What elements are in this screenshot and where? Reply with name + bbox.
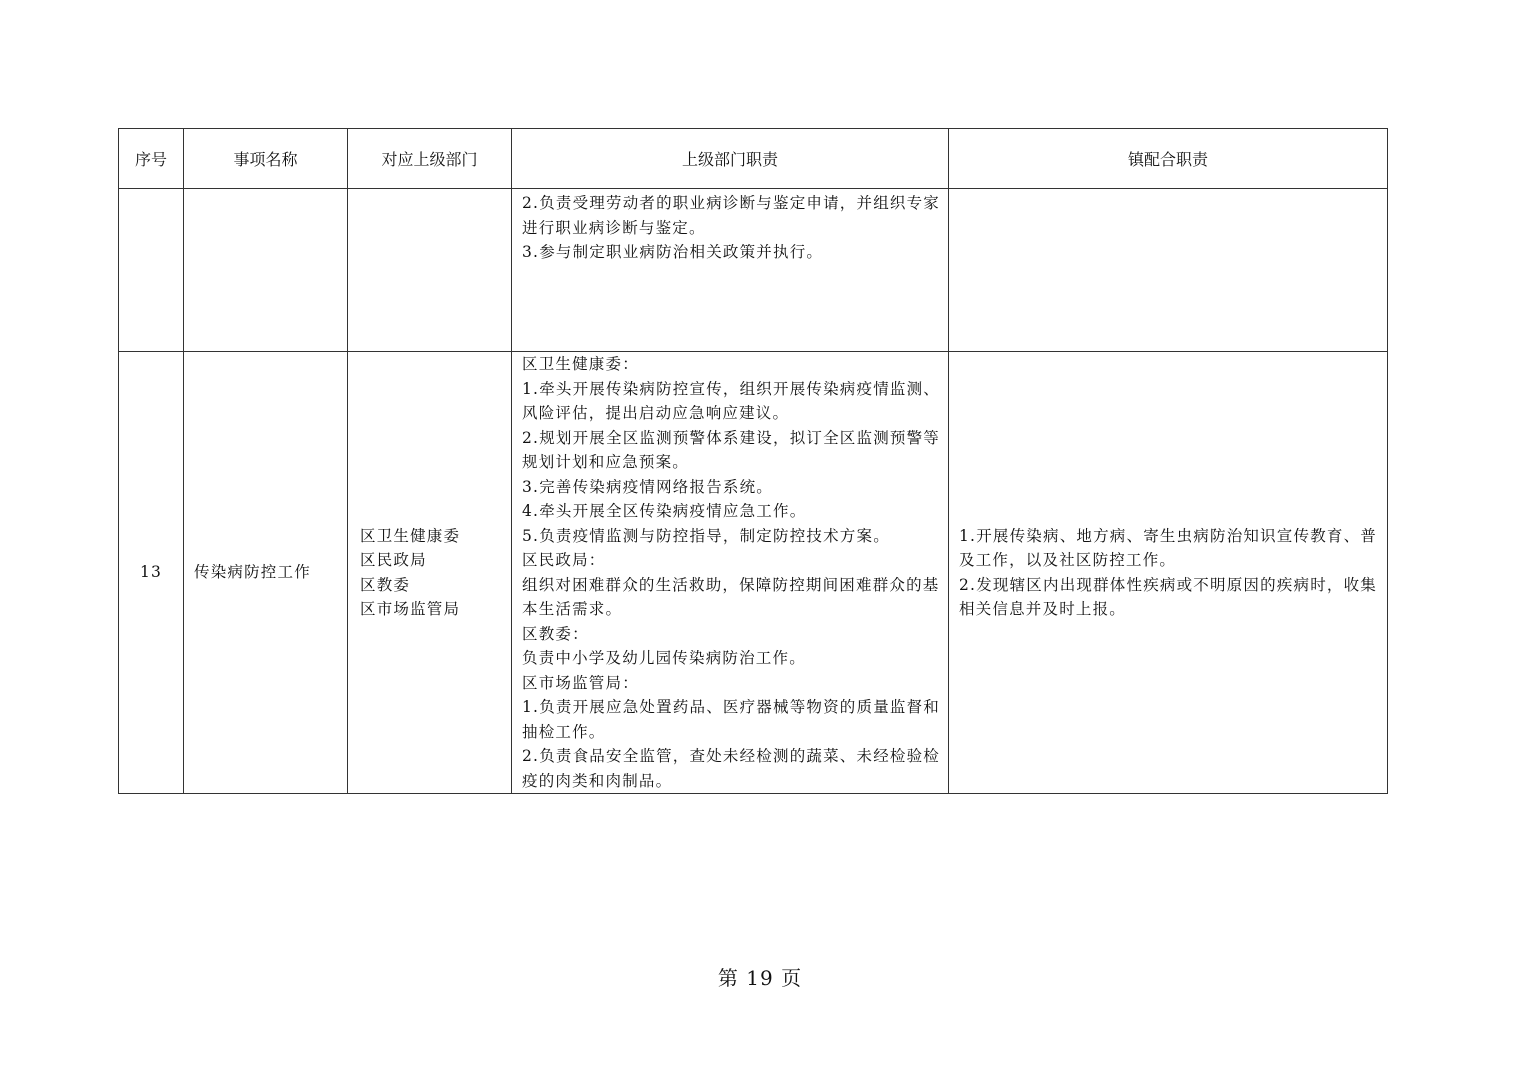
row-town-duty-cell: [949, 189, 1388, 352]
row-index-cell: [119, 189, 184, 352]
header-index: 序号: [119, 129, 184, 189]
duty-table: [118, 128, 1388, 794]
row-upper-duty-cell: [512, 189, 949, 352]
row-dept: 区卫生健康委 区民政局 区教委 区市场监管局: [360, 526, 461, 618]
row-name-cell: [184, 352, 348, 794]
row-index-cell: [119, 352, 184, 794]
table-row: [119, 189, 1388, 352]
header-upper-duty: 上级部门职责: [512, 129, 949, 189]
header-dept: 对应上级部门: [348, 129, 512, 189]
table-row: [119, 352, 1388, 794]
page-number: 第 19 页: [717, 966, 803, 990]
header-name: 事项名称: [184, 129, 348, 189]
row-upper-duty: 2.负责受理劳动者的职业病诊断与鉴定申请，并组织专家进行职业病诊断与鉴定。 3.参与制定职业病防治相关政策并执行。: [522, 194, 940, 261]
row-town-duty-cell: [949, 352, 1388, 794]
row-upper-duty: 区卫生健康委： 1.牵头开展传染病防控宣传，组织开展传染病疫情监测、风险评估，提出启动应急响应建议。 2.规划开展全区监测预警体系建设，拟订全区监测预警等规划计划和应急预案。 3.完善传染病疫情网络报告系统。 4.牵头开展全区传染病疫情应急工作。 5.负责疫情监测与防控指导，制定防控技术方案。 区民政局： 组织对困难群众的生活救助，保障防控期间困难群众的基本生活需求。 区教委： 负责中小学及幼儿园传染病防治工作。 区市场监管局： 1.负责开展应急处置药品、医疗器械等物资的质量监督和抽检工作。 2.负责食品安全监管，查处未经检测的蔬菜、未经检验检疫的肉类和肉制品。: [522, 355, 940, 790]
row-town-duty: 1.开展传染病、地方病、寄生虫病防治知识宣传教育、普及工作，以及社区防控工作。 2.发现辖区内出现群体性疾病或不明原因的疾病时，收集相关信息并及时上报。: [959, 526, 1377, 618]
row-dept-cell: [348, 352, 512, 794]
row-dept-cell: [348, 189, 512, 352]
header-row: [119, 129, 1388, 189]
row-name-cell: [184, 189, 348, 352]
header-town-duty: 镇配合职责: [949, 129, 1388, 189]
row-upper-duty-cell: [512, 352, 949, 794]
row-name: 传染病防控工作: [194, 563, 311, 582]
row-index: 13: [139, 563, 163, 582]
